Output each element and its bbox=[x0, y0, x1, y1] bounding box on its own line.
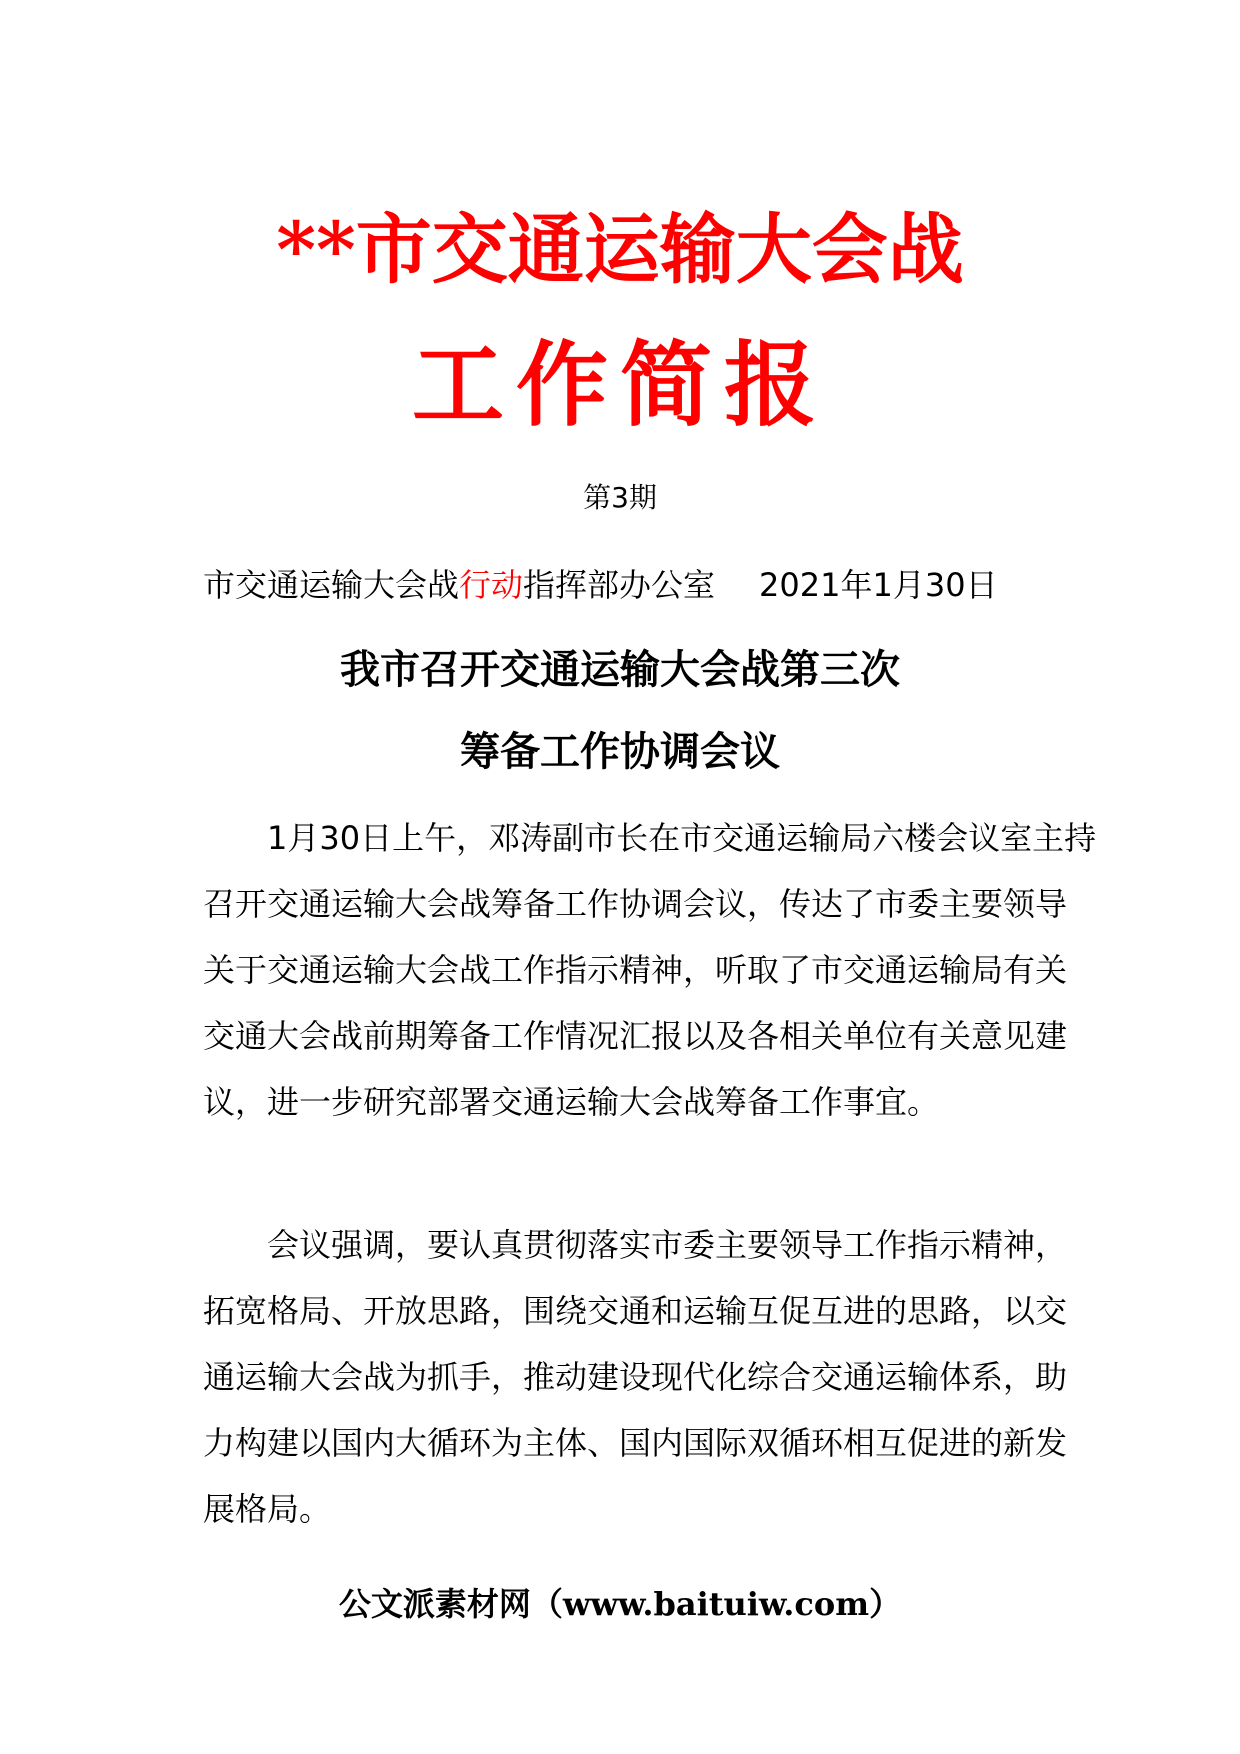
bulletin-title-line1: **市交通运输大会战 bbox=[276, 205, 964, 294]
bulletin-title-line2: 工作简报 bbox=[411, 331, 828, 439]
article-headline-line1: 我市召开交通运输大会战第三次 bbox=[340, 646, 900, 693]
office-name-part2: 指挥部办公室 bbox=[523, 566, 716, 604]
issue-number: 第3期 bbox=[583, 481, 657, 514]
body-paragraph-1: 1月30日上午，邓涛副市长在市交通运输局六楼会议室主持召开交通运输大会战筹备工作协调会议，传达了市委主要领导关于交通运输大会战工作指示精神，听取了市交通运输局有关交通大会战前期筹备工作情况汇报以及各相关单位有关意见建议，进一步研究部署交通运输大会战筹备工作事宜。 bbox=[203, 819, 1097, 1121]
office-name-part1: 市交通运输大会战 bbox=[203, 566, 460, 604]
office-name-highlight: 行动 bbox=[459, 566, 524, 604]
article-headline-line2: 筹备工作协调会议 bbox=[460, 728, 780, 775]
issuing-office-line bbox=[203, 560, 998, 610]
source-watermark-footer: 公文派素材网（www.baituiw.com） bbox=[338, 1585, 902, 1623]
body-paragraph-2: 会议强调，要认真贯彻落实市委主要领导工作指示精神，拓宽格局、开放思路，围绕交通和运输互促互进的思路，以交通运输大会战为抓手，推动建设现代化综合交通运输体系，助力构建以国内大循环为主体、国内国际双循环相互促进的新发展格局。 bbox=[203, 1226, 1068, 1528]
issue-date: 2021年1月30日 bbox=[759, 566, 998, 604]
